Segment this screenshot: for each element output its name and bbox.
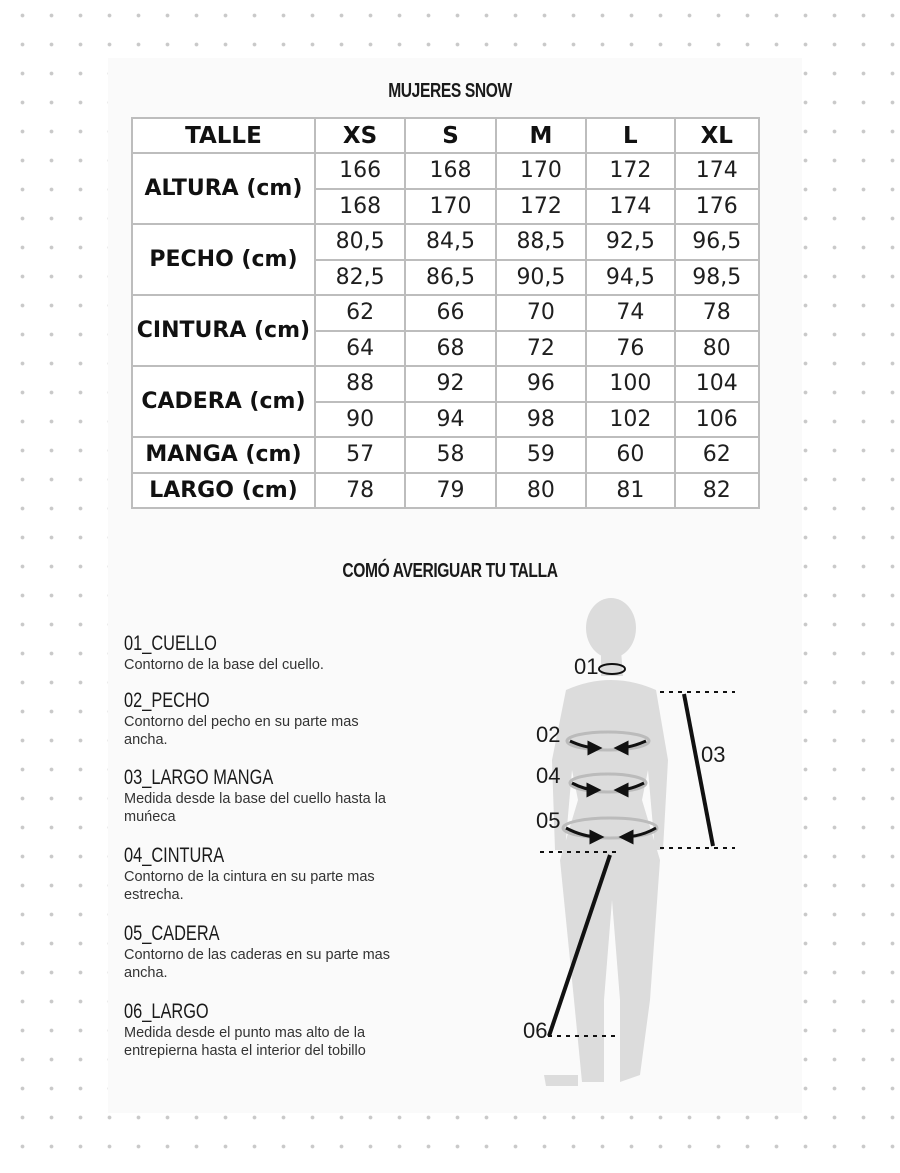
table-cell: 86,5 xyxy=(405,260,495,296)
figure-label-05: 05 xyxy=(536,808,561,833)
table-cell: 80 xyxy=(675,331,759,367)
table-cell: 90 xyxy=(315,402,405,438)
guide-item-neck xyxy=(124,632,394,674)
guide-item-title: 01_CUELLO xyxy=(124,632,217,655)
body-silhouette xyxy=(544,598,668,1086)
table-cell: 168 xyxy=(405,153,495,189)
table-cell: 81 xyxy=(586,473,674,509)
row-label: LARGO (cm) xyxy=(132,473,315,509)
row-label: CINTURA (cm) xyxy=(132,295,315,366)
table-cell: 96,5 xyxy=(675,224,759,260)
table-cell: 92,5 xyxy=(586,224,674,260)
guide-item-title: 05_CADERA xyxy=(124,922,220,945)
row-label: MANGA (cm) xyxy=(132,437,315,473)
guide-item-desc: Contorno del pecho en su parte mas ancha. xyxy=(124,714,359,748)
table-cell: 88,5 xyxy=(496,224,586,260)
guide-item-desc: Medida desde el punto mas alto de la entrepierna hasta el interior del tobillo xyxy=(124,1025,366,1059)
table-cell: 166 xyxy=(315,153,405,189)
table-header-row xyxy=(132,118,759,153)
table-cell: 84,5 xyxy=(405,224,495,260)
table-cell: 104 xyxy=(675,366,759,402)
table-cell: 90,5 xyxy=(496,260,586,296)
table-cell: 60 xyxy=(586,437,674,473)
table-cell: 68 xyxy=(405,331,495,367)
guide-item-title: 06_LARGO xyxy=(124,1000,209,1023)
header-cell: XS xyxy=(315,118,405,153)
table-cell: 94,5 xyxy=(586,260,674,296)
table-cell: 72 xyxy=(496,331,586,367)
table-cell: 82,5 xyxy=(315,260,405,296)
header-cell: M xyxy=(496,118,586,153)
table-cell: 78 xyxy=(315,473,405,509)
guide-item-desc: Contorno de la base del cuello. xyxy=(124,657,324,673)
header-cell: TALLE xyxy=(132,118,315,153)
guide-item-desc: Contorno de las caderas en su parte mas ancha. xyxy=(124,947,390,981)
guide-item-desc: Contorno de la cintura en su parte mas estrecha. xyxy=(124,869,375,903)
figure-label-06: 06 xyxy=(523,1018,548,1043)
table-cell: 174 xyxy=(675,153,759,189)
table-cell: 80,5 xyxy=(315,224,405,260)
table-cell: 174 xyxy=(586,189,674,225)
table-cell: 168 xyxy=(315,189,405,225)
guide-item-sleeve xyxy=(124,766,394,826)
table-row xyxy=(132,295,759,331)
table-cell: 100 xyxy=(586,366,674,402)
table-cell: 96 xyxy=(496,366,586,402)
table-cell: 98,5 xyxy=(675,260,759,296)
table-cell: 76 xyxy=(586,331,674,367)
table-cell: 176 xyxy=(675,189,759,225)
guide-item-length xyxy=(124,1000,379,1060)
guide-item-chest xyxy=(124,689,394,749)
table-cell: 92 xyxy=(405,366,495,402)
table-cell: 62 xyxy=(675,437,759,473)
table-cell: 57 xyxy=(315,437,405,473)
table-cell: 94 xyxy=(405,402,495,438)
guide-item-hip xyxy=(124,922,394,982)
size-table xyxy=(131,117,760,509)
table-cell: 80 xyxy=(496,473,586,509)
table-cell: 82 xyxy=(675,473,759,509)
table-cell: 172 xyxy=(496,189,586,225)
table-cell: 170 xyxy=(405,189,495,225)
table-row xyxy=(132,437,759,473)
table-cell: 74 xyxy=(586,295,674,331)
table-cell: 78 xyxy=(675,295,759,331)
table-cell: 70 xyxy=(496,295,586,331)
table-cell: 170 xyxy=(496,153,586,189)
table-cell: 172 xyxy=(586,153,674,189)
figure-label-02: 02 xyxy=(536,722,561,747)
table-row xyxy=(132,366,759,402)
table-cell: 98 xyxy=(496,402,586,438)
table-cell: 58 xyxy=(405,437,495,473)
table-cell: 66 xyxy=(405,295,495,331)
table-cell: 79 xyxy=(405,473,495,509)
header-cell: L xyxy=(586,118,674,153)
header-cell: XL xyxy=(675,118,759,153)
figure-label-03: 03 xyxy=(701,742,726,767)
guide-item-desc: Medida desde la base del cuello hasta la muńeca xyxy=(124,791,386,825)
body-measurement-figure xyxy=(500,595,760,1095)
table-cell: 106 xyxy=(675,402,759,438)
guide-title: COMÓ AVERIGUAR TU TALLA xyxy=(342,560,558,582)
table-cell: 102 xyxy=(586,402,674,438)
table-cell: 62 xyxy=(315,295,405,331)
guide-item-title: 02_PECHO xyxy=(124,689,210,712)
table-cell: 64 xyxy=(315,331,405,367)
guide-item-waist xyxy=(124,844,394,904)
row-label: ALTURA (cm) xyxy=(132,153,315,224)
guide-item-title: 03_LARGO MANGA xyxy=(124,766,274,789)
row-label: PECHO (cm) xyxy=(132,224,315,295)
figure-label-04: 04 xyxy=(536,763,561,788)
header-cell: S xyxy=(405,118,495,153)
figure-label-01: 01 xyxy=(574,654,599,679)
table-row xyxy=(132,153,759,189)
sleeve-length-line xyxy=(660,692,735,848)
page-title: MUJERES SNOW xyxy=(388,80,512,102)
table-row xyxy=(132,224,759,260)
table-row xyxy=(132,473,759,509)
table-cell: 59 xyxy=(496,437,586,473)
guide-item-title: 04_CINTURA xyxy=(124,844,225,867)
row-label: CADERA (cm) xyxy=(132,366,315,437)
table-cell: 88 xyxy=(315,366,405,402)
